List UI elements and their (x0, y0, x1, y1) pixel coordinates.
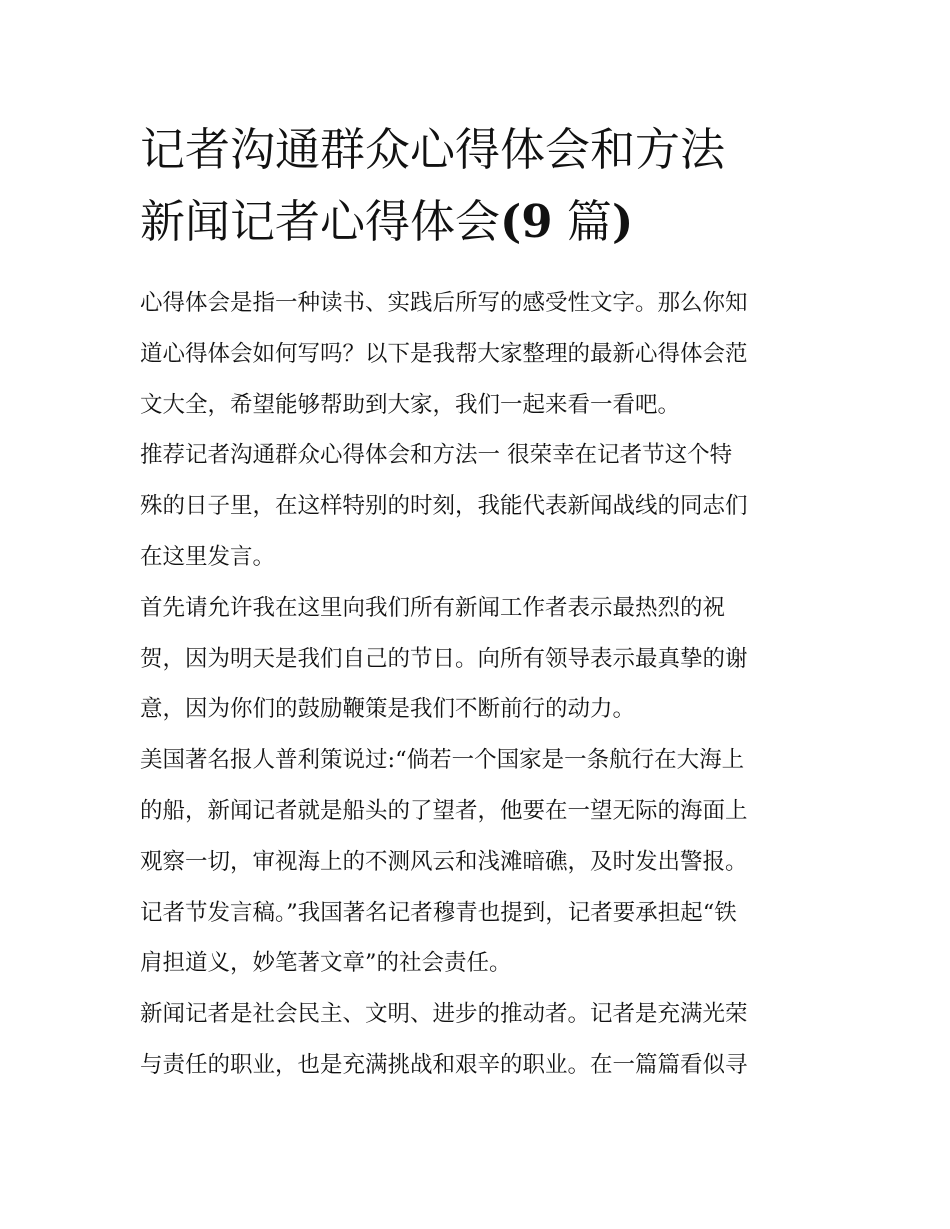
title-count-open: (9 (500, 195, 553, 248)
title-count-unit: 篇 (552, 195, 612, 248)
body-line: 心得体会是指一种读书、实践后所写的感受性文字。那么你知 (140, 290, 748, 316)
body-line: 殊的日子里，在这样特别的时刻，我能代表新闻战线的同志们 (140, 493, 748, 520)
body-line: 记者节发言稿。”我国著名记者穆青也提到，记者要承担起“铁 (140, 899, 737, 926)
body-line: 首先请允许我在这里向我们所有新闻工作者表示最热烈的祝 (140, 594, 726, 621)
title-line-1: 记者沟通群众心得体会和方法 (140, 123, 726, 176)
body-line: 道心得体会如何写吗？以下是我帮大家整理的最新心得体会范 (140, 340, 748, 367)
title-line-2-text: 新闻记者心得体会 (140, 195, 501, 248)
document-title (140, 114, 820, 258)
body-line: 在这里发言。 (140, 543, 276, 570)
body-line: 肩担道义，妙笔著文章”的社会责任。 (140, 950, 512, 977)
body-line: 新闻记者是社会民主、文明、进步的推动者。记者是充满光荣 (140, 1001, 748, 1028)
body-line: 意，因为你们的鼓励鞭策是我们不断前行的动力。 (140, 696, 636, 723)
body-line: 的船，新闻记者就是船头的了望者，他要在一望无际的海面上 (140, 797, 748, 824)
body-line: 与责任的职业，也是充满挑战和艰辛的职业。在一篇篇看似寻 (140, 1051, 748, 1078)
body-line: 贺，因为明天是我们自己的节日。向所有领导表示最真挚的谢 (140, 645, 748, 672)
document-body (140, 278, 820, 1091)
body-line: 美国著名报人普利策说过:“倘若一个国家是一条航行在大海上 (140, 747, 745, 774)
body-line: 文大全，希望能够帮助到大家，我们一起来看一看吧。 (140, 391, 681, 418)
title-count-close: ) (611, 195, 634, 248)
body-line: 推荐记者沟通群众心得体会和方法一 很荣幸在记者节这个特 (140, 442, 733, 469)
body-line: 观察一切，审视海上的不测风云和浅滩暗礁，及时发出警报。 (140, 848, 748, 875)
title-line-2 (140, 186, 820, 258)
